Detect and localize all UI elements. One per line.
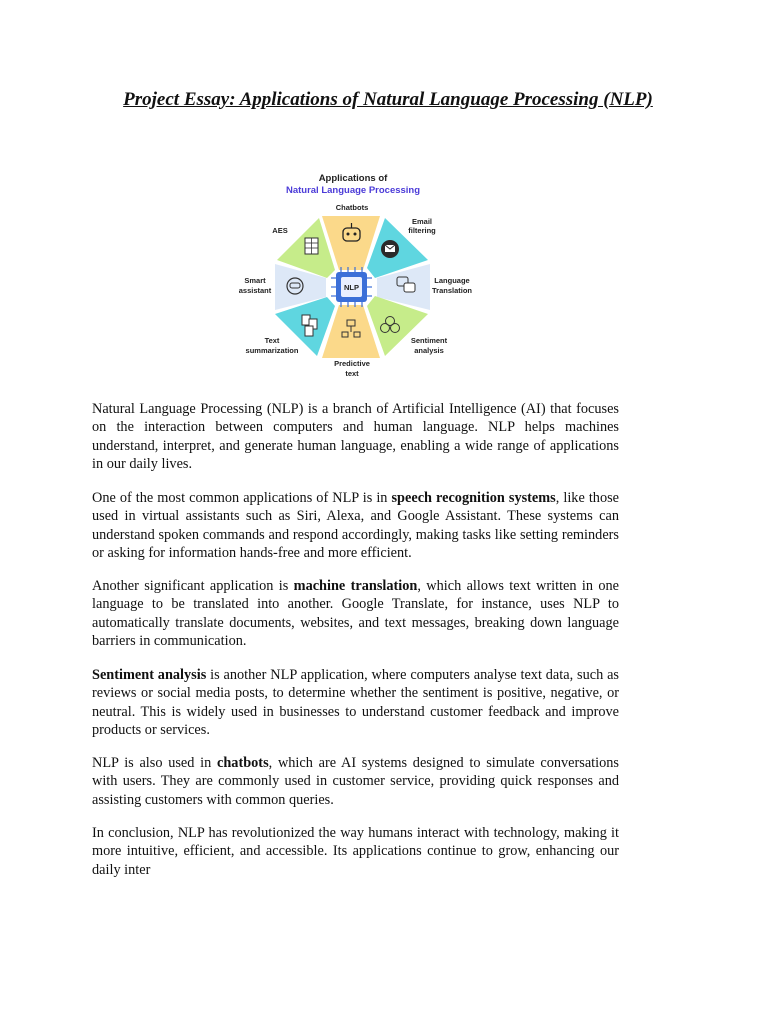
p2-text-a: One of the most common applications of NLP is in [92,490,392,506]
label-chatbots: Chatbots [335,203,369,212]
p4-text-c: is another NLP application, where computers analyse text data, such as reviews or social media posts, to determine whether the sentiment is positive, negative, or neutral. This is widely used in businesses to understand customer feedback and improve products or services. [92,667,619,739]
label-email-line1: Email [411,217,433,226]
paragraph-speech-recognition [92,489,619,563]
p3-text-a: Another significant application is [92,578,294,594]
p4-bold-term: Sentiment analysis [92,667,207,683]
label-predictive-line1: Predictive [334,359,370,368]
label-aes: AES [272,226,288,235]
p2-bold-term: speech recognition systems [391,490,556,506]
nlp-applications-infographic [145,160,565,385]
p3-text-c: , which allows text written in one language to be translated into another. Google Translate, for instance, uses NLP to automatically translate documents, websites, and text messages, breaking down language barriers in communication. [92,578,619,650]
figure-heading-line2: Natural Language Processing [285,185,421,196]
p5-bold-term: chatbots [217,755,269,771]
label-summarization-line2: summarization [245,346,299,355]
p3-bold-term: machine translation [293,578,418,594]
label-sentiment-line2: analysis [414,346,444,355]
infographic-svg [145,160,565,385]
p2-text-c: , like those used in virtual assistants such as Siri, Alexa, and Google Assistant. These systems can understand spoken commands and respond accordingly, making tasks like setting reminders or asking for information hands-free and more efficient. [92,490,620,562]
label-language-line1: Language [434,276,470,285]
paragraph-chatbots [92,754,619,809]
label-summarization-line1: Text [264,336,280,345]
envelope-icon [381,240,399,258]
p5-text-a: NLP is also used in [92,755,217,771]
label-predictive-line2: text [345,369,359,378]
label-language-line2: Translation [431,286,473,295]
paragraph-conclusion: In conclusion, NLP has revolutionized the way humans interact with technology, making it more intuitive, efficient, and accessible. Its applications continue to grow, enhancing our daily inter [92,825,619,878]
paragraph-machine-translation [92,577,619,651]
label-smart-line2: assistant [238,286,272,295]
essay-title: Project Essay: Applications of Natural Language Processing (NLP) [123,89,653,110]
spreadsheet-icon [305,238,318,254]
paragraph-intro: Natural Language Processing (NLP) is a branch of Artificial Intelligence (AI) that focuses on the interaction between computers and human language. NLP helps machines understand, interpret, and generate human language, enabling a wide range of applications in our daily lives. [92,401,619,473]
label-smart-line1: Smart [244,276,266,285]
center-nlp-label: NLP [344,283,359,292]
label-email-line2: filtering [408,226,436,235]
label-sentiment-line1: Sentiment [410,336,448,345]
figure-heading-line1: Applications of [318,173,388,184]
paragraph-sentiment-analysis [92,666,619,740]
p5-text-c: , which are AI systems designed to simulate conversations with users. They are commonly used in customer service, providing quick responses and assisting customers with common queries. [92,755,619,808]
